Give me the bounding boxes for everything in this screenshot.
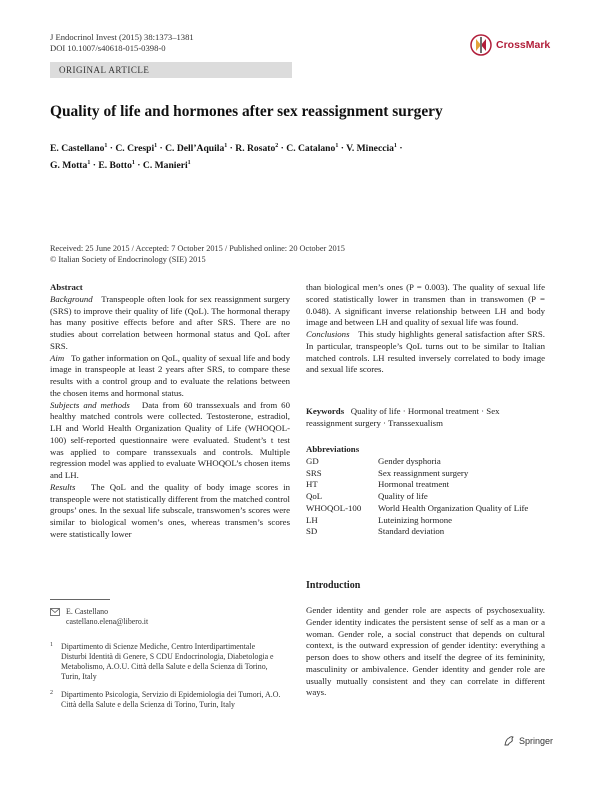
abstract-right-column: [306, 282, 545, 376]
abstract-background: [50, 294, 290, 353]
aim-text: To gather information on QoL, quality of sexual life and body image in transpeople at least 2 years after SRS, to compare these results with a control group and to evaluate the relations between the chosen items and hormonal status.: [50, 352, 290, 398]
author-affiliation-mark: 2: [275, 143, 279, 149]
abbreviation-definition: Standard deviation: [378, 526, 445, 537]
abbreviation-definition: World Health Organization Quality of Life: [378, 502, 529, 513]
abbreviation-term: GD: [306, 455, 319, 466]
results-label: Results: [50, 481, 76, 492]
abbreviation-term: WHOQOL-100: [306, 502, 362, 513]
crossmark-icon: [470, 34, 492, 56]
author-list: [50, 139, 450, 173]
author-affiliation-mark: 1: [87, 160, 91, 167]
abbreviation-term: SRS: [306, 467, 322, 478]
author-affiliation-mark: 1: [335, 143, 339, 149]
author-separator: ·: [134, 160, 143, 172]
affiliation-2: [50, 690, 282, 710]
abstract-conclusions: [306, 329, 545, 376]
affiliation-2-number: 2: [50, 690, 53, 696]
author-affiliation-mark: 1: [393, 143, 397, 149]
abbreviation-row: [306, 468, 528, 480]
affiliation-1: [50, 642, 282, 682]
article-type-label: ORIGINAL ARTICLE: [59, 65, 150, 75]
author-affiliation-mark: 1: [224, 143, 228, 149]
author-name: E. Botto: [98, 160, 132, 172]
abbreviations-table: [306, 456, 528, 538]
author-affiliation-mark: 1: [131, 160, 135, 167]
abstract-results: [50, 482, 290, 541]
correspondence-name: E. Castellano: [66, 607, 109, 616]
author-name: E. Castellano: [50, 143, 105, 155]
abbreviation-term: SD: [306, 526, 318, 537]
envelope-icon: [50, 608, 60, 616]
doi-line[interactable]: DOI 10.1007/s40618-015-0398-0: [50, 43, 166, 53]
abbreviation-row: [306, 456, 528, 468]
author-name: R. Rosato: [235, 143, 276, 155]
crossmark-badge[interactable]: [470, 34, 550, 56]
author-separator: ·: [157, 143, 166, 155]
abstract-left-column: [50, 282, 290, 541]
springer-label: Springer: [519, 736, 554, 746]
keywords-text: Quality of life · Hormonal treatment · Sex reassignment surgery · Transsexualism: [306, 406, 500, 428]
affiliation-2-text: Dipartimento Psicologia, Servizio di Epidemiologia dei Tumori, A.O. Città della Salute e della Scienza di Torino, Turin, Italy: [61, 690, 281, 709]
crossmark-label: CrossMark: [496, 39, 551, 51]
author-affiliation-mark: 1: [187, 160, 191, 167]
abbreviation-definition: Sex reassignment surgery: [378, 467, 469, 478]
introduction-heading: Introduction: [306, 580, 361, 591]
results-continued: than biological men’s ones (P = 0.003). The quality of sexual life scored statistically lower in transmen than in transwomen (P = 0.048). A significant inverse relationship between LH and body image and between LH and quality of sexual life was found.: [306, 282, 545, 328]
author-separator: ·: [278, 143, 287, 155]
journal-citation: J Endocrinol Invest (2015) 38:1373–1381: [50, 32, 194, 42]
abbreviation-row: [306, 526, 528, 538]
abbreviations-heading: Abbreviations: [306, 444, 360, 454]
abbreviation-definition: Luteinizing hormone: [378, 514, 453, 525]
abbreviation-row: [306, 491, 528, 503]
springer-logo: [503, 735, 553, 747]
abstract-methods: [50, 400, 290, 482]
abbreviation-term: LH: [306, 514, 318, 525]
abbreviation-definition: Gender dysphoria: [378, 455, 441, 466]
author-separator: ·: [338, 143, 347, 155]
correspondence-email[interactable]: castellano.elena@libero.it: [66, 617, 149, 626]
author-separator: ·: [90, 160, 99, 172]
conclusions-label: Conclusions: [306, 329, 350, 339]
background-label: Background: [50, 293, 93, 304]
author-affiliation-mark: 1: [154, 143, 158, 149]
article-title: Quality of life and hormones after sex reassignment surgery: [50, 103, 443, 120]
correspondence-block: [50, 607, 290, 627]
author-name: G. Motta: [50, 160, 88, 172]
introduction-text: Gender identity and gender role are aspects of psychosexuality. Gender identity indicates the persistent sense of self as a man or a woman. Gender role, a social construct that depends on cultural context, is the outward expression of gender identity: everything a person does to show others and itself the degree of its femininity, masculinity or ambivalence. Gender identity and gender role are usually mutually consistent and they can correlate in different ways.: [306, 605, 545, 698]
abbreviations-block: [306, 444, 545, 538]
author-name: C. Catalano: [286, 143, 336, 155]
author-affiliation-mark: 1: [104, 143, 108, 149]
abbreviation-row: [306, 479, 528, 491]
publication-dates: [50, 243, 345, 265]
affiliation-1-text: Dipartimento di Scienze Mediche, Centro Interdipartimentale Disturbi Identità di Genere, S CDU Endocrinologia, Diabetologia e Metabolismo, A.O.U. Città della Salute e della Scienza di Torino, Turin, Italy: [61, 642, 274, 681]
author-separator: ·: [227, 143, 236, 155]
author-separator: ·: [107, 143, 116, 155]
aim-label: Aim: [50, 352, 65, 363]
author-separator: ·: [396, 143, 403, 155]
results-text: The QoL and the quality of body image scores in transpeople were not statistically different from the matched control groups’ ones. In the sexual life subscale, transwomen’s scores were similar to biological women’s ones, whereas transmen’s scores were statistically lower: [50, 481, 290, 539]
abstract-aim: [50, 353, 290, 400]
abbreviation-row: [306, 515, 528, 527]
received-accepted-line: Received: 25 June 2015 / Accepted: 7 October 2015 / Published online: 20 October 2015: [50, 244, 345, 253]
abbreviation-definition: Hormonal treatment: [378, 479, 450, 490]
methods-text: Data from 60 transsexuals and from 60 healthy matched controls were collected. Testosterone, estradiol, LH and World Health Organization Quality of Life (WHOQOL-100) self-reported questionnaire were evaluated. Student’s t test was applied to compare transsexuals and controls. Multiple regression model was applied to evaluate WHOQOL’s chosen items and LH.: [50, 399, 290, 480]
author-name: C. Manieri: [142, 160, 188, 172]
abbreviation-term: HT: [306, 479, 318, 490]
abstract-heading: Abstract: [50, 282, 83, 292]
abbreviation-term: QoL: [306, 491, 323, 501]
background-text: Transpeople often look for sex reassignment surgery (SRS) to improve their quality of life (QoL). The hormonal therapy has many positive effects before and after SRS. There are no studies about correlation between hormonal status and QoL after SRS.: [50, 293, 290, 351]
abbreviation-definition: Quality of life: [378, 491, 428, 501]
abbreviation-row: [306, 503, 528, 515]
affiliation-1-number: 1: [50, 642, 53, 648]
footnote-rule: [50, 599, 110, 600]
keywords-block: [306, 406, 545, 430]
article-type-banner: [50, 62, 292, 78]
author-name: C. Crespi: [115, 143, 155, 155]
keywords-label: Keywords: [306, 406, 345, 416]
conclusions-text: This study highlights general satisfaction after SRS. In particular, transpeople’s QoL turns out to be similar to Italian matched controls. LH resulted inversely correlated to body image and sexual life scores.: [306, 329, 545, 375]
methods-label: Subjects and methods: [50, 399, 130, 410]
author-name: C. Dell’Aquila: [165, 143, 225, 155]
springer-horse-icon: [503, 735, 515, 747]
copyright-line: © Italian Society of Endocrinology (SIE) 2015: [50, 255, 206, 264]
author-name: V. Mineccia: [346, 143, 394, 155]
